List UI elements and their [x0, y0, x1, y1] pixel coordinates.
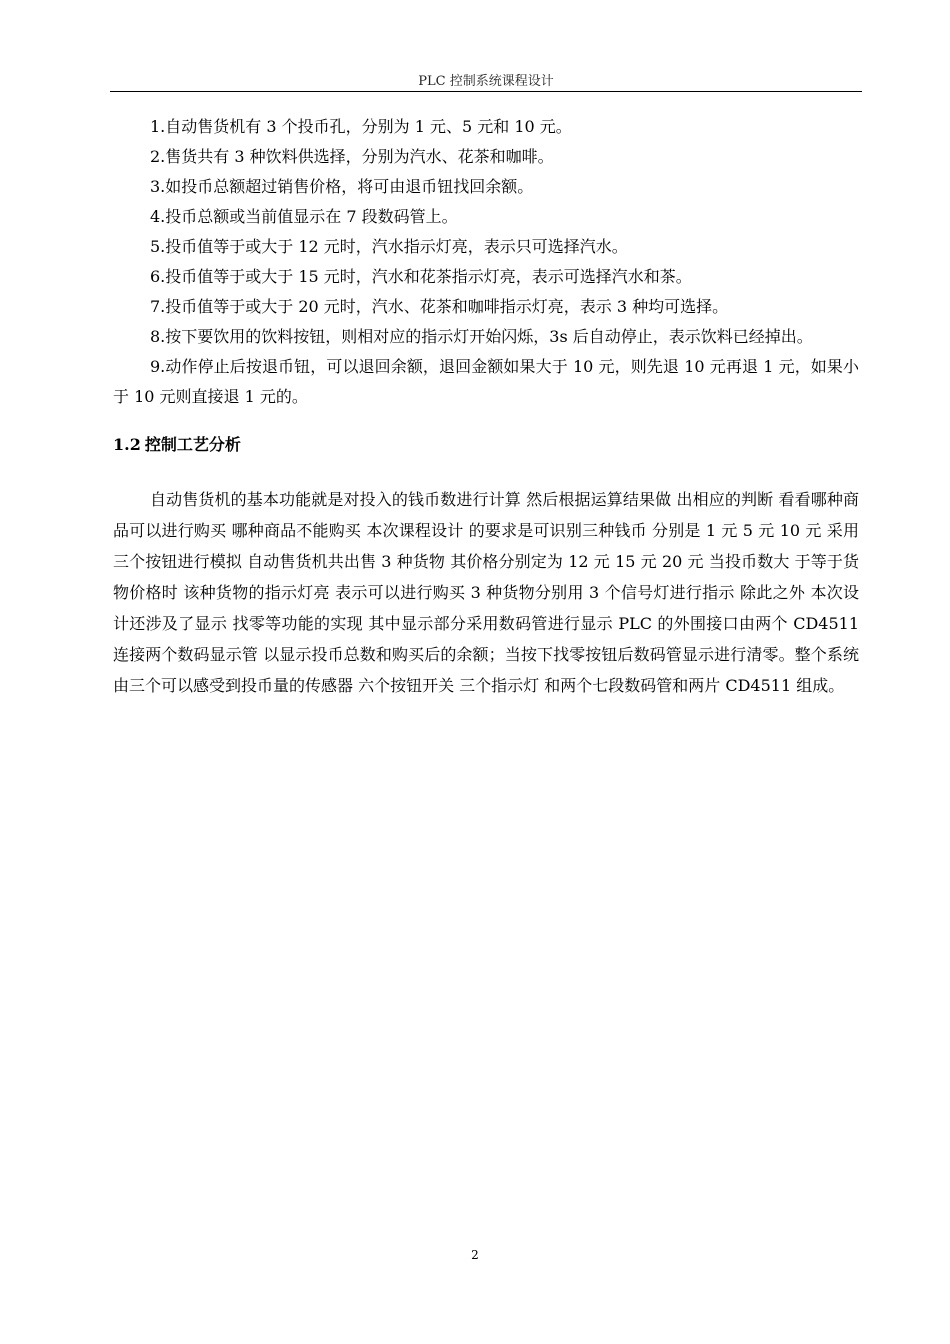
page-number: 2: [471, 1248, 479, 1262]
requirement-item: 3.如投币总额超过销售价格，将可由退币钮找回余额。: [150, 177, 534, 196]
requirement-item: 8.按下要饮用的饮料按钮，则相对应的指示灯开始闪烁，3s 后自动停止，表示饮料已经掉出。: [150, 327, 813, 346]
requirement-item: 7.投币值等于或大于 20 元时，汽水、花茶和咖啡指示灯亮，表示 3 种均可选择。: [150, 297, 729, 316]
requirement-item: 6.投币值等于或大于 15 元时，汽水和花茶指示灯亮，表示可选择汽水和茶。: [150, 267, 692, 286]
requirement-item: 2.售货共有 3 种饮料供选择，分别为汽水、花茶和咖啡。: [150, 147, 554, 166]
requirements-list: [113, 112, 859, 412]
page-content: [113, 112, 859, 701]
section-heading: [113, 430, 859, 460]
requirement-item: 5.投币值等于或大于 12 元时，汽水指示灯亮，表示只可选择汽水。: [150, 237, 628, 256]
body-paragraph: 自动售货机的基本功能就是对投入的钱币数进行计算 然后根据运算结果做 出相应的判断 看看哪种商品可以进行购买 哪种商品不能购买 本次课程设计 的要求是可识别三种钱币 分别是 1 元 5 元 10 元 采用三个按钮进行模拟 自动售货机共出售 3 种货物 其价格分别定为 12 元 15 元 20 元 当投币数大 于等于货物价格时 该种货物的指示灯亮 表示可以进行购买 3 种货物分别用 3 个信号灯进行指示 除此之外 本次设计还涉及了显示 找零等功能的实现 其中显示部分采用数码管进行显示 PLC 的外围接口由两个 CD4511 连接两个数码显示管 以显示投币总数和购买后的余额；当按下找零按钮后数码管显示进行清零。整个系统由三个可以感受到投币量的传感器 六个按钮开关 三个指示灯 和两个七段数码管和两片 CD4511 组成。: [113, 490, 859, 695]
section-title: 控制工艺分析: [144, 435, 241, 454]
page-header: PLC 控制系统课程设计: [418, 74, 554, 89]
header-divider: [110, 91, 862, 92]
requirement-item: 9.动作停止后按退币钮，可以退回余额，退回金额如果大于 10 元，则先退 10 元再退 1 元，如果小于 10 元则直接退 1 元的。: [113, 357, 859, 406]
requirement-item: 4.投币总额或当前值显示在 7 段数码管上。: [150, 207, 458, 226]
requirement-item: 1.自动售货机有 3 个投币孔，分别为 1 元、5 元和 10 元。: [150, 117, 572, 136]
section-number: 1.2: [113, 435, 141, 454]
